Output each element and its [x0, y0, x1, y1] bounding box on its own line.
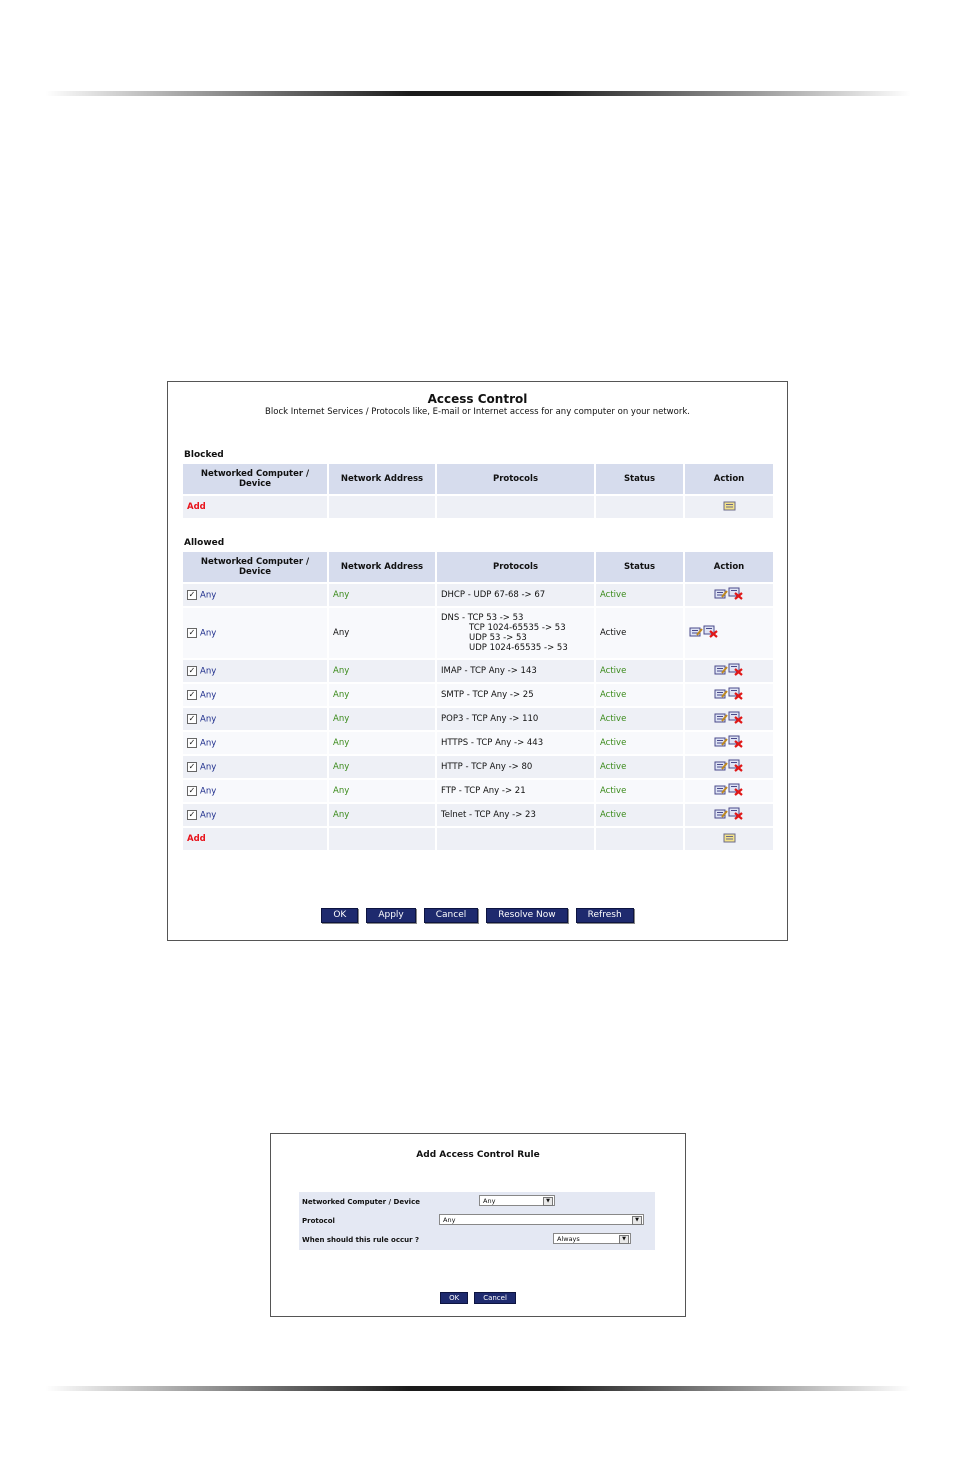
device-label: Networked Computer / Device [302, 1198, 420, 1206]
protocol-line: UDP 53 -> 53 [469, 633, 527, 643]
row-device[interactable]: Any [200, 714, 217, 725]
protocol-line: DHCP - UDP 67-68 -> 67 [441, 590, 546, 600]
row-status: Active [596, 684, 683, 708]
edit-icon[interactable] [714, 664, 728, 679]
row-device[interactable]: Any [200, 690, 217, 701]
allowed-section-label: Allowed [184, 538, 225, 548]
rule-checkbox[interactable]: ✓ [188, 809, 196, 819]
row-device[interactable]: Any [200, 786, 217, 797]
blocked-section-label: Blocked [184, 450, 224, 460]
row-status: Active [596, 708, 683, 732]
rule-checkbox[interactable]: ✓ [188, 627, 196, 637]
blocked-header-row [183, 464, 773, 496]
when-select-value: Always [557, 1235, 580, 1243]
col-device: Networked Computer / Device [183, 552, 327, 584]
apply-button[interactable]: Apply [366, 908, 415, 923]
table-row [183, 708, 773, 732]
row-status: Active [596, 756, 683, 780]
blocked-add-link[interactable]: Add [187, 502, 206, 512]
chevron-down-icon: ▼ [619, 1235, 629, 1244]
bottom-divider [45, 1386, 911, 1391]
table-row [183, 756, 773, 780]
protocol-row [299, 1211, 655, 1230]
add-rule-buttons [271, 1292, 685, 1304]
table-row [183, 732, 773, 756]
delete-icon[interactable] [728, 711, 744, 727]
row-status: Active [596, 780, 683, 804]
row-device[interactable]: Any [200, 590, 217, 601]
delete-icon[interactable] [728, 783, 744, 799]
row-protocols [437, 608, 594, 660]
row-device[interactable]: Any [200, 810, 217, 821]
access-control-screenshot [167, 381, 788, 941]
col-status: Status [596, 552, 683, 584]
protocol-line: IMAP - TCP Any -> 143 [441, 666, 537, 676]
row-device[interactable]: Any [200, 762, 217, 773]
when-select[interactable] [553, 1233, 631, 1244]
row-device[interactable]: Any [200, 666, 217, 677]
row-address: Any [329, 756, 435, 780]
add-rule-icon[interactable] [723, 832, 736, 846]
device-select[interactable] [479, 1195, 555, 1206]
delete-icon[interactable] [728, 663, 744, 679]
edit-icon[interactable] [714, 712, 728, 727]
allowed-add-row [183, 828, 773, 852]
edit-icon[interactable] [689, 626, 703, 641]
allowed-header-row [183, 552, 773, 584]
row-status: Active [596, 584, 683, 608]
row-device[interactable]: Any [200, 628, 217, 639]
rule-checkbox[interactable]: ✓ [188, 761, 196, 771]
row-status: Active [596, 660, 683, 684]
protocol-line: Telnet - TCP Any -> 23 [441, 810, 536, 820]
device-select-value: Any [483, 1197, 496, 1205]
col-address: Network Address [329, 552, 435, 584]
rule-checkbox[interactable]: ✓ [188, 785, 196, 795]
refresh-button[interactable]: Refresh [576, 908, 634, 923]
protocol-line: SMTP - TCP Any -> 25 [441, 690, 534, 700]
table-row [183, 684, 773, 708]
row-protocols [437, 756, 594, 780]
allowed-table [181, 552, 775, 852]
row-device[interactable]: Any [200, 738, 217, 749]
row-protocols [437, 780, 594, 804]
col-action: Action [685, 552, 773, 584]
row-protocols [437, 660, 594, 684]
rule-checkbox[interactable]: ✓ [188, 589, 196, 599]
edit-icon[interactable] [714, 808, 728, 823]
allowed-add-link[interactable]: Add [187, 834, 206, 844]
row-address: Any [329, 732, 435, 756]
row-protocols [437, 684, 594, 708]
table-row [183, 584, 773, 608]
add-rule-form [299, 1192, 655, 1250]
row-status: Active [596, 804, 683, 828]
protocol-label: Protocol [302, 1217, 335, 1225]
chevron-down-icon: ▼ [543, 1197, 553, 1206]
delete-icon[interactable] [728, 587, 744, 603]
col-protocols: Protocols [437, 552, 594, 584]
row-address: Any [329, 708, 435, 732]
col-action: Action [685, 464, 773, 496]
protocol-select[interactable] [439, 1214, 644, 1225]
protocol-line: FTP - TCP Any -> 21 [441, 786, 526, 796]
blocked-table [181, 464, 775, 520]
col-device: Networked Computer / Device [183, 464, 327, 496]
col-address: Network Address [329, 464, 435, 496]
table-row [183, 780, 773, 804]
blocked-add-row [183, 496, 773, 520]
edit-icon[interactable] [714, 688, 728, 703]
delete-icon[interactable] [728, 807, 744, 823]
rule-checkbox[interactable]: ✓ [188, 665, 196, 675]
row-address: Any [329, 608, 435, 660]
delete-icon[interactable] [703, 625, 719, 641]
rule-checkbox[interactable]: ✓ [188, 737, 196, 747]
add-rule-screenshot [270, 1133, 686, 1317]
delete-icon[interactable] [728, 759, 744, 775]
edit-icon[interactable] [714, 736, 728, 751]
row-address: Any [329, 780, 435, 804]
row-protocols [437, 708, 594, 732]
col-protocols: Protocols [437, 464, 594, 496]
device-row [299, 1192, 655, 1211]
delete-icon[interactable] [728, 735, 744, 751]
table-row [183, 804, 773, 828]
edit-icon[interactable] [714, 588, 728, 603]
add-rule-ok-button[interactable]: OK [440, 1292, 468, 1304]
protocol-line: DNS - TCP 53 -> 53 [441, 613, 524, 623]
delete-icon[interactable] [728, 687, 744, 703]
page-subtitle: Block Internet Services / Protocols like, E-mail or Internet access for any computer on your network. [265, 407, 690, 417]
row-status: Active [596, 608, 683, 660]
table-row [183, 660, 773, 684]
resolve-now-button[interactable]: Resolve Now [486, 908, 567, 923]
cancel-button[interactable]: Cancel [424, 908, 479, 923]
row-address: Any [329, 584, 435, 608]
row-protocols [437, 804, 594, 828]
edit-icon[interactable] [714, 784, 728, 799]
add-rule-title: Add Access Control Rule [416, 1150, 540, 1160]
protocol-line: HTTPS - TCP Any -> 443 [441, 738, 544, 748]
protocol-line: TCP 1024-65535 -> 53 [469, 623, 566, 633]
chevron-down-icon: ▼ [632, 1216, 642, 1225]
table-row [183, 608, 773, 660]
rule-checkbox[interactable]: ✓ [188, 689, 196, 699]
row-address: Any [329, 804, 435, 828]
page-title: Access Control [427, 392, 528, 406]
when-row [299, 1230, 655, 1249]
add-rule-icon[interactable] [723, 500, 736, 514]
add-rule-cancel-button[interactable]: Cancel [474, 1292, 516, 1304]
protocol-select-value: Any [443, 1216, 456, 1224]
row-address: Any [329, 684, 435, 708]
edit-icon[interactable] [714, 760, 728, 775]
top-divider [45, 91, 911, 96]
protocol-line: HTTP - TCP Any -> 80 [441, 762, 533, 772]
protocol-line: UDP 1024-65535 -> 53 [469, 643, 568, 653]
action-buttons [168, 908, 787, 923]
ok-button[interactable]: OK [321, 908, 358, 923]
row-status: Active [596, 732, 683, 756]
row-address: Any [329, 660, 435, 684]
rule-checkbox[interactable]: ✓ [188, 713, 196, 723]
col-status: Status [596, 464, 683, 496]
row-protocols [437, 584, 594, 608]
when-label: When should this rule occur ? [302, 1236, 420, 1244]
row-protocols [437, 732, 594, 756]
protocol-line: POP3 - TCP Any -> 110 [441, 714, 539, 724]
